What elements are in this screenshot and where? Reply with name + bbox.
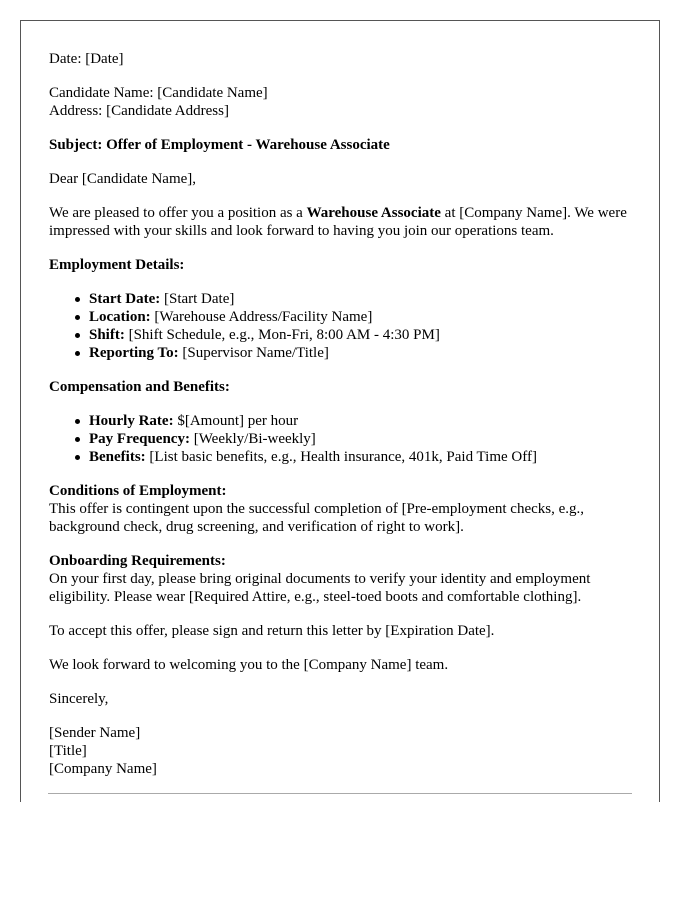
detail-label: Location:: [89, 309, 151, 325]
compensation-item-benefits: [89, 448, 634, 466]
detail-label: Reporting To:: [89, 345, 179, 361]
recipient-block: [49, 84, 634, 120]
position-title: Warehouse Associate: [306, 205, 441, 221]
compensation-label: Hourly Rate:: [89, 413, 174, 429]
sender-company: [Company Name]: [49, 761, 157, 777]
compensation-item-hourly-rate: [89, 412, 634, 430]
conditions-section: [49, 482, 634, 536]
onboarding-heading: Onboarding Requirements:: [49, 553, 226, 569]
detail-value: [Shift Schedule, e.g., Mon-Fri, 8:00 AM - 4:30 PM]: [124, 327, 440, 343]
compensation-value: $[Amount] per hour: [173, 413, 299, 429]
conditions-heading: Conditions of Employment:: [49, 483, 227, 499]
signature-block: [49, 724, 634, 778]
footer-divider: [48, 793, 632, 794]
candidate-name-line: Candidate Name: [Candidate Name]: [49, 85, 268, 101]
intro-text-start: We are pleased to offer you a position as a: [49, 205, 307, 221]
compensation-label: Benefits:: [89, 449, 146, 465]
welcome-text: We look forward to welcoming you to the [Company Name] team.: [49, 657, 449, 673]
detail-value: [Start Date]: [160, 291, 235, 307]
accept-instructions: To accept this offer, please sign and return this letter by [Expiration Date].: [49, 623, 495, 639]
letter-page: [20, 20, 660, 802]
detail-value: [Supervisor Name/Title]: [178, 345, 329, 361]
salutation: Dear [Candidate Name],: [49, 171, 197, 187]
compensation-heading: Compensation and Benefits:: [49, 379, 230, 395]
compensation-list: [49, 412, 634, 466]
detail-item-reporting-to: [89, 344, 634, 362]
intro-paragraph: [49, 204, 634, 240]
detail-item-start-date: [89, 290, 634, 308]
detail-item-location: [89, 308, 634, 326]
detail-label: Start Date:: [89, 291, 161, 307]
compensation-label: Pay Frequency:: [89, 431, 190, 447]
date-line: Date: [Date]: [49, 51, 124, 67]
conditions-text: This offer is contingent upon the successful completion of [Pre-employment checks, e.g., background check, drug screening, and verification of right to work].: [49, 501, 585, 535]
onboarding-text: On your first day, please bring original documents to verify your identity and employment eligibility. Please wear [Required Attire, e.g., steel-toed boots and comfortable clothing].: [49, 571, 591, 605]
employment-details-list: [49, 290, 634, 362]
closing: Sincerely,: [49, 691, 109, 707]
compensation-value: [Weekly/Bi-weekly]: [189, 431, 316, 447]
intro-text-end: at [Company Name]. We were impressed with your skills and look forward to having you join our operations team.: [49, 205, 627, 239]
candidate-address-line: Address: [Candidate Address]: [49, 103, 229, 119]
detail-item-shift: [89, 326, 634, 344]
compensation-item-pay-frequency: [89, 430, 634, 448]
detail-value: [Warehouse Address/Facility Name]: [150, 309, 373, 325]
detail-label: Shift:: [89, 327, 125, 343]
onboarding-section: [49, 552, 634, 606]
letter-body: [49, 50, 634, 778]
employment-details-heading: Employment Details:: [49, 257, 185, 273]
sender-name: [Sender Name]: [49, 725, 141, 741]
sender-title: [Title]: [49, 743, 87, 759]
compensation-value: [List basic benefits, e.g., Health insurance, 401k, Paid Time Off]: [145, 449, 537, 465]
subject-line: Subject: Offer of Employment - Warehouse Associate: [49, 137, 390, 153]
